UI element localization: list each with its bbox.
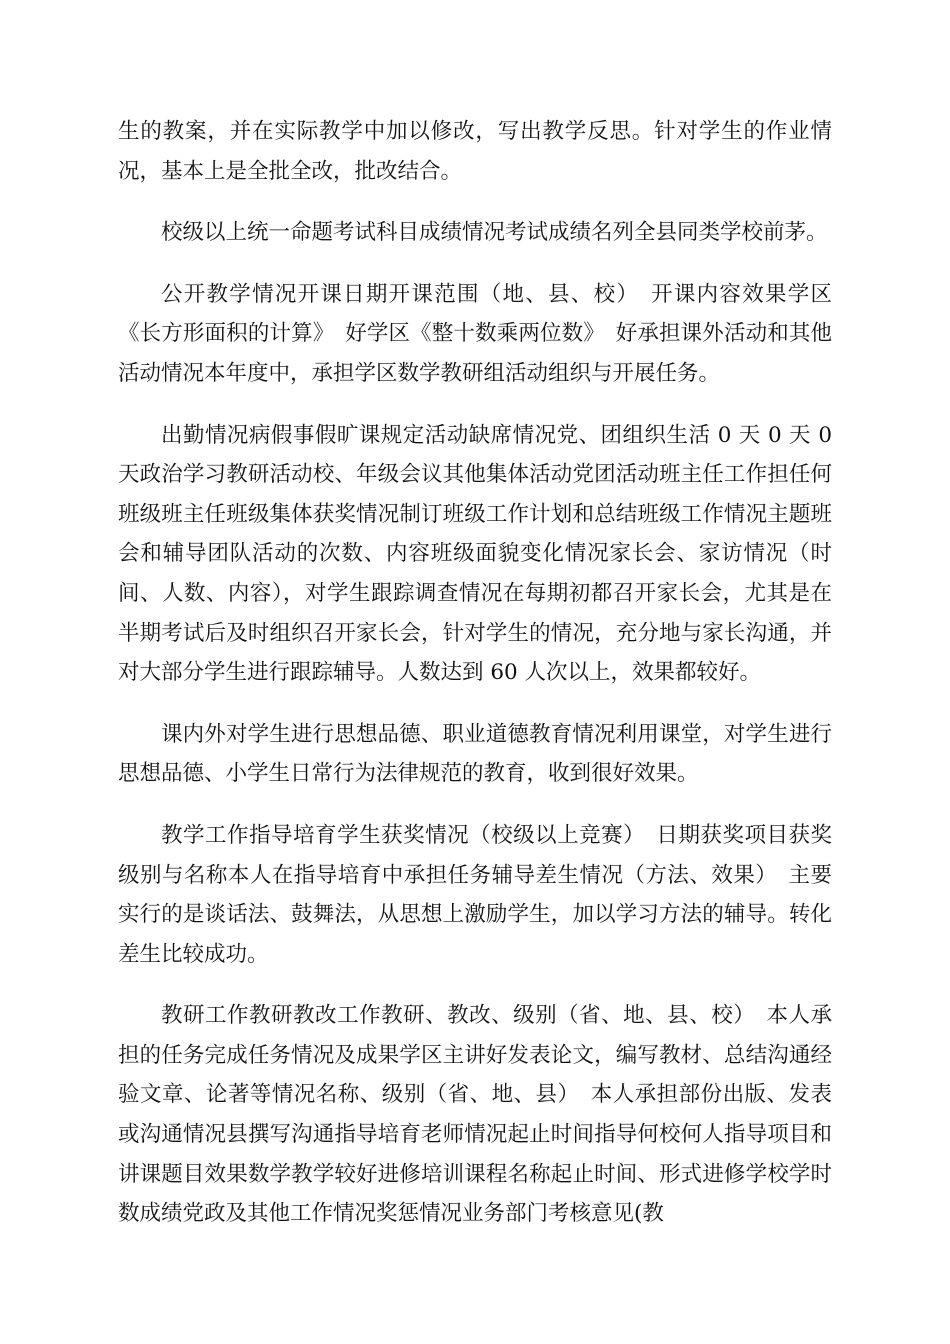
paragraph-1: 生的教案，并在实际教学中加以修改，写出教学反思。针对学生的作业情况，基本上是全批全改，批改结合。 xyxy=(118,119,832,184)
paragraph-5: 课内外对学生进行思想品德、职业道德教育情况利用课堂，对学生进行思想品德、小学生日常行为法律规范的教育，收到很好效果。 xyxy=(118,721,832,787)
paragraph-6: 教学工作指导培育学生获奖情况（校级以上竞赛） 日期获奖项目获奖级别与名称本人在指导培育中承担任务辅导差生情况（方法、效果） 主要实行的是谈话法、鼓舞法，从思想上激励学生，加以学习方法的辅导。转化差生比较成功。 xyxy=(118,822,832,967)
paragraph-2: 校级以上统一命题考试科目成绩情况考试成绩名列全县同类学校前茅。 xyxy=(161,220,828,246)
paragraph-3: 公开教学情况开课日期开课范围（地、县、校） 开课内容效果学区《长方形面积的计算》 好学区《整十数乘两位数》 好承担课外活动和其他活动情况本年度中，承担学区数学教研组活动组织与开展任务。 xyxy=(118,281,832,386)
paragraph-7: 教研工作教研教改工作教研、教改、级别（省、地、县、校） 本人承担的任务完成任务情况及成果学区主讲好发表论文，编写教材、总结沟通经验文章、论著等情况名称、级别（省、地、县） 本人承担部份出版、发表或沟通情况县撰写沟通指导培育老师情况起止时间指导何校何人指导项目和讲课题目效果数学教学较好进修培训课程名称起止时间、形式进修学校学时数成绩党政及其他工作情况奖惩情况业务部门考核意见(教 xyxy=(118,1003,832,1227)
paragraph-4: 出勤情况病假事假旷课规定活动缺席情况党、团组织生活 0 天 0 天 0 天政治学习教研活动校、年级会议其他集体活动党团活动班主任工作担任何班级班主任班级集体获奖情况制订班级工作计划和总结班级工作情况主题班会和辅导团队活动的次数、内容班级面貌变化情况家长会、家访情况（时间、人数、内容），对学生跟踪调查情况在每期初都召开家长会，尤其是在半期考试后及时组织召开家长会，针对学生的情况，充分地与家长沟通，并对大部分学生进行跟踪辅导。人数达到 60 人次以上，效果都较好。 xyxy=(118,422,832,686)
